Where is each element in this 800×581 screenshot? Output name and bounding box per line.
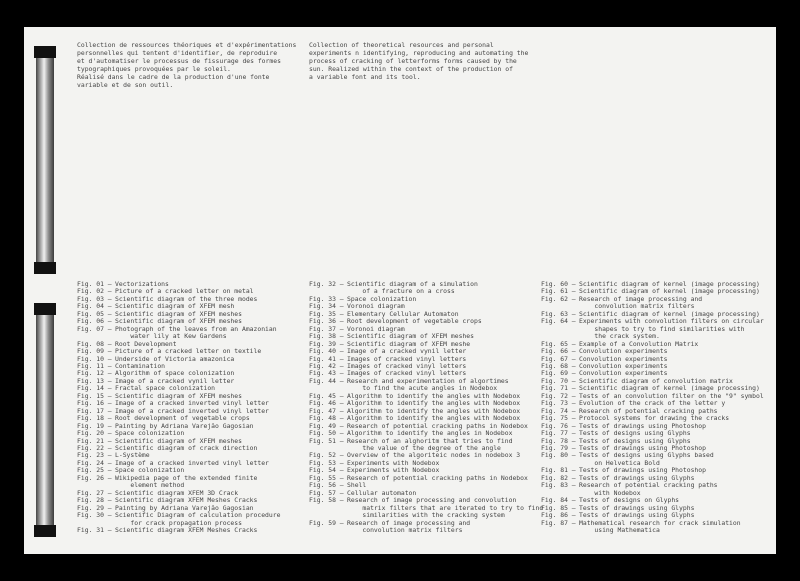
figure-number: Fig. 40 – <box>309 347 344 356</box>
figure-caption: Picture of a cracked letter on metal <box>115 287 254 296</box>
figure-caption: Vectorizations <box>115 280 169 288</box>
figure-number: Fig. 71 – <box>541 384 576 393</box>
figure-number: Fig. 11 – <box>77 361 112 370</box>
figure-list-item <box>541 296 766 311</box>
figure-list-item <box>77 475 302 490</box>
figure-number: Fig. 22 – <box>77 443 112 452</box>
figure-caption: Convolution experiments <box>579 354 668 363</box>
intro-line: Collection de ressources théoriques et d'expérimentations <box>77 41 297 49</box>
figure-caption: Convolution experiments <box>579 361 668 370</box>
document-page <box>24 27 776 554</box>
binder-cap <box>34 262 56 274</box>
figure-caption: Tests of drawings using Glyphs <box>579 503 695 512</box>
figure-number: Fig. 57 – <box>309 488 344 497</box>
figure-number: Fig. 74 – <box>541 406 576 415</box>
intro-line: personnelles qui tentent d'identifier, de reproduire <box>77 49 278 57</box>
figure-caption: Scientific diagram of XFEM meshes <box>115 391 242 400</box>
figure-number: Fig. 28 – <box>77 496 112 505</box>
figure-number: Fig. 15 – <box>77 391 112 400</box>
figure-number: Fig. 42 – <box>309 361 344 370</box>
figure-caption: Algorithm to identify the angles with Nodebox <box>347 391 521 400</box>
figure-number: Fig. 35 – <box>309 309 344 318</box>
figure-caption: Images of cracked vinyl letters <box>347 369 467 378</box>
intro-line: sun. Realized within the context of the production of <box>309 65 513 73</box>
figure-list-item <box>309 281 534 296</box>
figure-list-column-1 <box>77 281 302 534</box>
figure-number: Fig. 31 – <box>77 525 112 534</box>
figure-caption: Photograph of the leaves from an Amazonian water lily at Kew Gardens <box>115 324 277 341</box>
figure-list-item <box>541 318 766 340</box>
figure-caption: Image of a cracked inverted vinyl letter <box>115 399 269 408</box>
figure-number: Fig. 51 – <box>309 436 344 445</box>
figure-number: Fig. 05 – <box>77 309 112 318</box>
figure-caption: Painting by Adriana Varejão Gagosian <box>115 421 254 430</box>
figure-number: Fig. 84 – <box>541 496 576 505</box>
figure-number: Fig. 52 – <box>309 451 344 460</box>
binder-cap <box>34 525 56 537</box>
figure-number: Fig. 48 – <box>309 414 344 423</box>
figure-number: Fig. 23 – <box>77 451 112 460</box>
figure-caption: Images of cracked vinyl letters <box>347 361 467 370</box>
figure-caption: Research of an alghoritm that tries to find the value of the degree of the angle <box>347 436 513 452</box>
figure-caption: Algorithm of space colonization <box>115 369 235 378</box>
figure-caption: Scientific diagram of a simulation of a fracture on a cross <box>347 280 478 296</box>
figure-caption: Scientific diagram of the three modes <box>115 294 258 303</box>
figure-caption: Space colonization <box>115 429 185 438</box>
figure-number: Fig. 50 – <box>309 429 344 438</box>
figure-caption: Tests of designs using Glyphs <box>579 429 691 438</box>
figure-list-item <box>77 527 302 534</box>
figure-number: Fig. 32 – <box>309 280 344 288</box>
figure-number: Fig. 61 – <box>541 287 576 296</box>
figure-caption: Elementary Cellular Automaton <box>347 309 459 318</box>
intro-line: process of cracking of letterforms forms caused by the <box>309 57 517 65</box>
figure-number: Fig. 68 – <box>541 361 576 370</box>
intro-line: Collection of theoretical resources and personal <box>309 41 494 49</box>
figure-number: Fig. 43 – <box>309 369 344 378</box>
figure-number: Fig. 30 – <box>77 511 112 520</box>
figure-number: Fig. 13 – <box>77 376 112 385</box>
figure-caption: Space colonization <box>347 294 417 303</box>
figure-caption: Scientific diagram of kernel (image processing) <box>579 287 760 296</box>
figure-caption: Painting by Adriana Varejão Gagosian <box>115 503 254 512</box>
figure-caption: Cellular automaton <box>347 488 417 497</box>
figure-number: Fig. 67 – <box>541 354 576 363</box>
figure-number: Fig. 09 – <box>77 347 112 356</box>
figure-number: Fig. 77 – <box>541 429 576 438</box>
figure-number: Fig. 64 – <box>541 317 576 326</box>
figure-caption: Image of a cracked inverted vinyl letter <box>115 406 269 415</box>
binder-clip-bottom <box>36 303 54 537</box>
figure-caption: Scientific Diagram of calculation procedure for crack propagation process <box>115 511 281 527</box>
figure-number: Fig. 03 – <box>77 294 112 303</box>
binder-engraving <box>40 137 50 197</box>
figure-caption: Research of potential cracking paths with Nodebox <box>579 481 718 497</box>
figure-number: Fig. 54 – <box>309 466 344 475</box>
figure-caption: Scientific diagram of kernel (image processing) <box>579 384 760 393</box>
figure-number: Fig. 59 – <box>309 518 344 527</box>
figure-number: Fig. 49 – <box>309 421 344 430</box>
figure-caption: Experiments with convolution filters on circular shapes to try to find similarities with the crack system. <box>579 317 764 341</box>
figure-caption: Underside of Victoria amazonica <box>115 354 235 363</box>
figure-number: Fig. 21 – <box>77 436 112 445</box>
binder-engraving <box>40 397 50 457</box>
figure-list-column-2 <box>309 280 544 534</box>
figure-caption: Algorithm to identify the angles in Nodebox <box>347 429 513 438</box>
figure-caption: Images of cracked vinyl letters <box>347 354 467 363</box>
figure-caption: Algorithm to identify the angles with Nodebox <box>347 414 521 423</box>
figure-caption: Evolution of the crack of the letter y <box>579 399 726 408</box>
figure-number: Fig. 33 – <box>309 294 344 303</box>
figure-caption: Scientific diagram of XFEM meshes <box>115 436 242 445</box>
figure-list-item <box>541 520 766 535</box>
figure-caption: Root Development <box>115 339 177 348</box>
figure-number: Fig. 14 – <box>77 384 112 393</box>
figure-caption: Scientific diagram of XFEM meshes <box>115 309 242 318</box>
figure-number: Fig. 70 – <box>541 376 576 385</box>
figure-number: Fig. 69 – <box>541 369 576 378</box>
figure-caption: Research and experimentation of algortimes to find the acute angles in Nodebox <box>347 376 509 393</box>
binder-cap <box>34 303 56 315</box>
figure-list-item <box>77 512 302 527</box>
figure-caption: Scientific diagram XFEM Meshes Cracks <box>115 525 258 534</box>
figure-number: Fig. 81 – <box>541 466 576 475</box>
figure-number: Fig. 82 – <box>541 473 576 482</box>
figure-number: Fig. 16 – <box>77 399 112 408</box>
figure-number: Fig. 12 – <box>77 369 112 378</box>
figure-number: Fig. 63 – <box>541 309 576 318</box>
figure-number: Fig. 26 – <box>77 473 112 482</box>
figure-number: Fig. 83 – <box>541 481 576 490</box>
figure-caption: L-Système <box>115 451 150 460</box>
figure-caption: Scientific diagram XFEM Meshes Cracks <box>115 496 258 505</box>
figure-number: Fig. 46 – <box>309 399 344 408</box>
figure-caption: Research of image processing and convolution matrix filters that are iterated to try to find similarities with the cracking system <box>347 496 544 520</box>
figure-number: Fig. 29 – <box>77 503 112 512</box>
figure-caption: Algorithm to identify the angles with Nodebox <box>347 406 521 415</box>
figure-caption: Shell <box>347 481 367 490</box>
figure-caption: Overview of the algoriteic nodes in nodebox 3 <box>347 451 521 460</box>
figure-caption: Contamination <box>115 361 166 370</box>
figure-caption: Tests of designs using Glyphs based on Helvetica Bold <box>579 451 714 467</box>
figure-number: Fig. 19 – <box>77 421 112 430</box>
figure-number: Fig. 02 – <box>77 287 112 296</box>
figure-caption: Convolution experiments <box>579 347 668 356</box>
intro-french <box>77 41 302 89</box>
figure-number: Fig. 18 – <box>77 414 112 423</box>
figure-caption: Voronoi diagram <box>347 324 405 333</box>
figure-number: Fig. 39 – <box>309 339 344 348</box>
figure-caption: Tests of designs using Glyphs <box>579 436 691 445</box>
figure-caption: Scientific diagram of XFEM meshes <box>115 317 242 326</box>
figure-caption: Scientific diagram of kernel (image processing) <box>579 309 760 318</box>
binder-cap <box>34 46 56 58</box>
figure-caption: Root development of vegetable crops <box>347 317 482 326</box>
figure-caption: Wikipedia page of the extended finite element method <box>115 473 258 490</box>
figure-number: Fig. 75 – <box>541 414 576 423</box>
figure-caption: Scientific diagram of crack direction <box>115 443 258 452</box>
figure-caption: Algorithm to identify the angles with Nodebox <box>347 399 521 408</box>
figure-number: Fig. 66 – <box>541 347 576 356</box>
figure-caption: Mathematical research for crack simulation using Mathematica <box>579 518 741 534</box>
figure-caption: Convolution experiments <box>579 369 668 378</box>
figure-number: Fig. 56 – <box>309 481 344 490</box>
figure-number: Fig. 08 – <box>77 339 112 348</box>
figure-number: Fig. 86 – <box>541 511 576 520</box>
binder-clip-top <box>36 46 54 274</box>
figure-caption: Tests of drawings using Photoshop <box>579 466 706 475</box>
figure-caption: Scientific diagram of XFEM meshes <box>347 332 474 341</box>
figure-caption: Scientific diagram XFEM 3D Crack <box>115 488 239 497</box>
figure-caption: Root development of vegetable crops <box>115 414 250 423</box>
figure-caption: Space colonization <box>115 466 185 475</box>
figure-caption: Image of a cracked vynil letter <box>115 376 235 385</box>
figure-number: Fig. 53 – <box>309 458 344 467</box>
figure-list-item <box>77 326 302 341</box>
figure-caption: Tests of drawings using Glyphs <box>579 473 695 482</box>
figure-list-item <box>309 378 534 393</box>
figure-number: Fig. 55 – <box>309 473 344 482</box>
figure-number: Fig. 07 – <box>77 324 112 333</box>
figure-caption: Picture of a cracked letter on textile <box>115 347 262 356</box>
figure-caption: Research of potential cracking paths <box>579 406 718 415</box>
figure-caption: Tests of drawings using Photoshop <box>579 443 706 452</box>
figure-number: Fig. 72 – <box>541 391 576 400</box>
figure-number: Fig. 62 – <box>541 294 576 303</box>
intro-line: variable et de son outil. <box>77 81 174 89</box>
figure-number: Fig. 80 – <box>541 451 576 460</box>
figure-number: Fig. 79 – <box>541 443 576 452</box>
figure-number: Fig. 24 – <box>77 458 112 467</box>
figure-caption: Research of image processing and convolution matrix filters <box>579 294 703 311</box>
figure-number: Fig. 87 – <box>541 518 576 527</box>
figure-number: Fig. 78 – <box>541 436 576 445</box>
figure-caption: Scientific diagram of XFEM mesh <box>115 302 235 311</box>
figure-number: Fig. 01 – <box>77 280 112 288</box>
intro-line: et d'automatiser le processus de fissurage des formes <box>77 57 281 65</box>
figure-list-item <box>541 482 766 497</box>
figure-number: Fig. 06 – <box>77 317 112 326</box>
figure-number: Fig. 58 – <box>309 496 344 505</box>
figure-number: Fig. 85 – <box>541 503 576 512</box>
intro-line: Réalisé dans le cadre de la production d'une fonte <box>77 73 270 81</box>
figure-caption: Experiments with Nodebox <box>347 458 440 467</box>
figure-caption: Image of a cracked inverted vinyl letter <box>115 458 269 467</box>
figure-number: Fig. 10 – <box>77 354 112 363</box>
figure-number: Fig. 36 – <box>309 317 344 326</box>
figure-number: Fig. 65 – <box>541 339 576 348</box>
figure-number: Fig. 04 – <box>77 302 112 311</box>
figure-caption: Protocol systems for drawing the cracks <box>579 414 730 423</box>
figure-list-item <box>309 438 534 453</box>
figure-number: Fig. 73 – <box>541 399 576 408</box>
figure-number: Fig. 41 – <box>309 354 344 363</box>
figure-number: Fig. 45 – <box>309 391 344 400</box>
figure-number: Fig. 60 – <box>541 280 576 288</box>
figure-caption: Experiments with Nodebox <box>347 466 440 475</box>
figure-caption: Scientific diagram of convolution matrix <box>579 376 733 385</box>
intro-line: experiments n identifying, reproducing and automating the <box>309 49 529 57</box>
figure-list-column-3 <box>541 281 766 534</box>
figure-number: Fig. 17 – <box>77 406 112 415</box>
intro-line: a variable font and its tool. <box>309 73 421 81</box>
figure-caption: Research of potential cracking paths in Nodebox <box>347 421 528 430</box>
figure-number: Fig. 38 – <box>309 332 344 341</box>
figure-caption: Scientific diagram of XFEM meshe <box>347 339 471 348</box>
figure-number: Fig. 27 – <box>77 488 112 497</box>
figure-caption: Voronoi diagram <box>347 302 405 311</box>
intro-line: typographiques provoquées par le soleil. <box>77 65 231 73</box>
figure-caption: Research of image processing and convolution matrix filters <box>347 518 471 534</box>
figure-list-item <box>541 452 766 467</box>
figure-list-item <box>309 520 534 535</box>
figure-number: Fig. 76 – <box>541 421 576 430</box>
figure-caption: Image of a cracked vynil letter <box>347 347 467 356</box>
figure-number: Fig. 44 – <box>309 376 344 385</box>
figure-list-item <box>309 496 544 520</box>
figure-caption: Scientific diagram of kernel (image processing) <box>579 280 760 288</box>
intro-english <box>309 41 534 81</box>
figure-caption: Tests of an convolution filter on the "9" symbol <box>579 391 764 400</box>
figure-number: Fig. 25 – <box>77 466 112 475</box>
figure-number: Fig. 34 – <box>309 302 344 311</box>
figure-caption: Tests of drawings using Photoshop <box>579 421 706 430</box>
figure-caption: Research of potential cracking paths in Nodebox <box>347 473 528 482</box>
figure-caption: Example of a Convolution Matrix <box>579 339 699 348</box>
figure-caption: Tests of designs on Glyphs <box>579 496 680 505</box>
figure-number: Fig. 20 – <box>77 429 112 438</box>
figure-caption: Fractal space colonization <box>115 384 216 393</box>
figure-number: Fig. 47 – <box>309 406 344 415</box>
figure-number: Fig. 37 – <box>309 324 344 333</box>
figure-caption: Tests of drawings using Glyphs <box>579 511 695 520</box>
